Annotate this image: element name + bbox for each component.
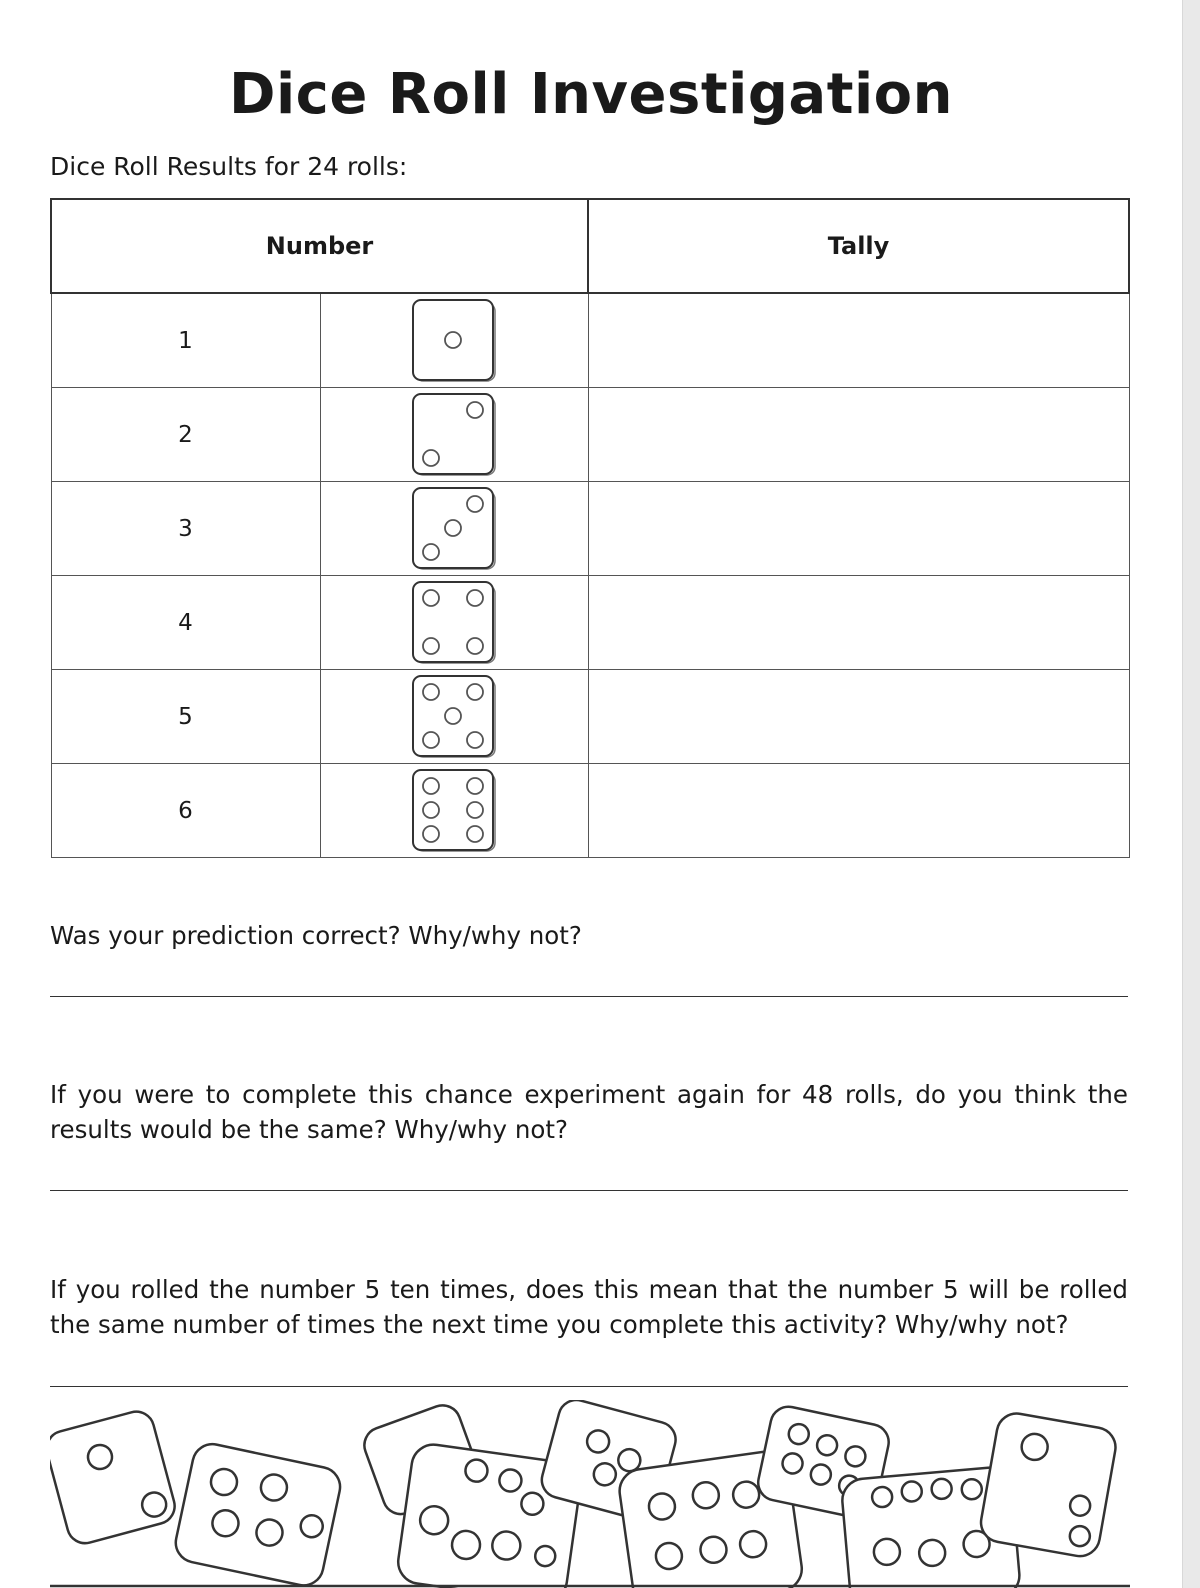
die-pip — [445, 708, 461, 724]
row-number-cell: 5 — [51, 670, 320, 764]
die-pip — [467, 802, 483, 818]
die-face-two-icon — [411, 392, 497, 478]
tally-cell[interactable] — [588, 388, 1129, 482]
tally-cell[interactable] — [588, 293, 1129, 388]
die-pip — [423, 826, 439, 842]
die-pip — [445, 332, 461, 348]
die-face-five-icon — [411, 674, 497, 760]
table-row — [51, 670, 1129, 764]
die-pip — [467, 732, 483, 748]
tally-cell[interactable] — [588, 482, 1129, 576]
die-pip — [467, 496, 483, 512]
number-column-header: Number — [51, 199, 588, 293]
die-pip — [467, 590, 483, 606]
tally-cell[interactable] — [588, 576, 1129, 670]
worksheet-title: Dice Roll Investigation — [229, 62, 953, 127]
die-pip — [467, 826, 483, 842]
row-number-cell: 4 — [51, 576, 320, 670]
row-number-cell: 2 — [51, 388, 320, 482]
row-number-cell: 3 — [51, 482, 320, 576]
die-pip — [423, 684, 439, 700]
die-pip — [467, 638, 483, 654]
die-pip — [423, 590, 439, 606]
table-row — [51, 293, 1129, 388]
die-face-four-icon — [411, 580, 497, 666]
die-pip — [423, 732, 439, 748]
answer-line-3[interactable] — [50, 1386, 1128, 1387]
die-pip — [467, 684, 483, 700]
die-face-six-icon — [411, 768, 497, 854]
answer-line-1[interactable] — [50, 996, 1128, 997]
tally-cell[interactable] — [588, 764, 1129, 858]
tally-column-header: Tally — [588, 199, 1129, 293]
table-row — [51, 576, 1129, 670]
tally-cell[interactable] — [588, 670, 1129, 764]
die-pip — [445, 520, 461, 536]
die-pip — [423, 778, 439, 794]
row-die-cell — [320, 482, 588, 576]
dice-border-illustration-icon — [50, 1400, 1130, 1588]
die-pip — [467, 778, 483, 794]
table-row — [51, 764, 1129, 858]
table-row — [51, 482, 1129, 576]
row-die-cell — [320, 670, 588, 764]
question-2: If you were to complete this chance experiment again for 48 rolls, do you think the results would be the same? Why/why not? — [50, 1080, 1128, 1144]
die-pip — [423, 638, 439, 654]
die-pip — [467, 402, 483, 418]
answer-line-2[interactable] — [50, 1190, 1128, 1191]
die-pip — [423, 450, 439, 466]
row-number-cell: 6 — [51, 764, 320, 858]
die-pip — [423, 544, 439, 560]
row-die-cell — [320, 388, 588, 482]
row-die-cell — [320, 293, 588, 388]
dice-results-table — [50, 198, 1130, 858]
row-die-cell — [320, 764, 588, 858]
question-1: Was your prediction correct? Why/why not? — [50, 921, 582, 950]
question-3: If you rolled the number 5 ten times, does this mean that the number 5 will be rolled the same number of times the next time you complete this activity? Why/why not? — [50, 1275, 1128, 1339]
table-caption: Dice Roll Results for 24 rolls: — [50, 152, 408, 181]
row-die-cell — [320, 576, 588, 670]
die-face-one-icon — [411, 298, 497, 384]
table-header-row — [51, 199, 1129, 293]
table-row — [51, 388, 1129, 482]
die-face-three-icon — [411, 486, 497, 572]
die-pip — [423, 802, 439, 818]
row-number-cell: 1 — [51, 293, 320, 388]
